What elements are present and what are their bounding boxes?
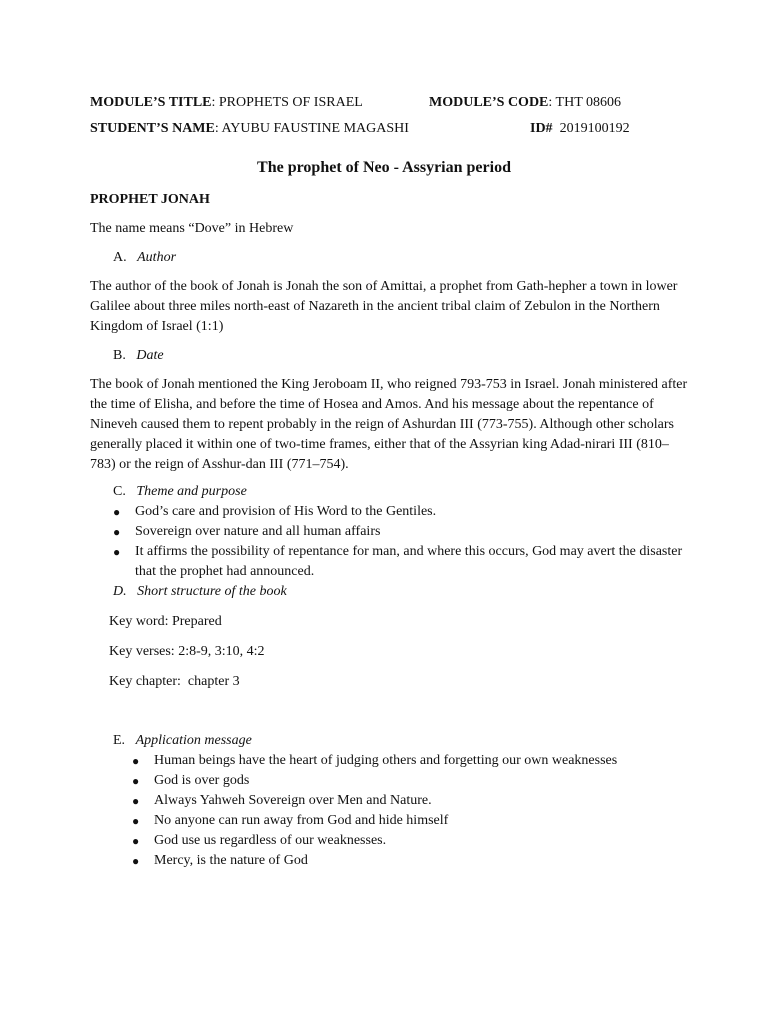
section-theme-heading: [113, 482, 247, 502]
section-author-heading: [113, 248, 176, 268]
bullet-icon: ●: [113, 525, 121, 539]
list-item: ● Sovereign over nature and all human affairs: [113, 522, 683, 542]
list-item: ● God use us regardless of our weaknesses.: [132, 831, 692, 851]
section-title: Application message: [135, 733, 252, 748]
list-item: ● Always Yahweh Sovereign over Men and Nature.: [132, 791, 692, 811]
list-item: ● God’s care and provision of His Word to the Gentiles.: [113, 502, 683, 522]
bullet-icon: ●: [132, 854, 140, 868]
section-marker: B.: [113, 348, 126, 363]
application-bullet-list: [132, 751, 692, 871]
section-application-heading: [113, 731, 252, 751]
bullet-icon: ●: [113, 545, 121, 559]
student-name-value: : AYUBU FAUSTINE MAGASHI: [214, 121, 409, 136]
list-item: ● It affirms the possibility of repentance for man, and where this occurs, God may avert the disaster that the prophet had announced.: [113, 544, 683, 579]
list-item: ● Human beings have the heart of judging others and forgetting our own weaknesses: [132, 751, 692, 771]
key-verses: Key verses: 2:8-9, 3:10, 4:2: [109, 644, 265, 659]
module-code-label: MODULE’S CODE: [429, 95, 549, 110]
section-date-heading: [113, 346, 164, 366]
section-title: Author: [137, 250, 177, 265]
id-label: ID#: [530, 121, 553, 136]
module-code-line: [429, 93, 621, 113]
author-paragraph: The author of the book of Jonah is Jonah the son of Amittai, a prophet from Gath-hepher a town in lower Galilee about three miles north-east of Nazareth in the ancient tribal claim of Zebulon in the Northern Kingdom of Israel (1:1): [90, 279, 678, 334]
prophet-heading: PROPHET JONAH: [90, 192, 210, 207]
list-item: ● No anyone can run away from God and hide himself: [132, 811, 692, 831]
student-name-label: STUDENT’S NAME: [90, 121, 215, 136]
student-id-line: [530, 119, 630, 139]
section-title: Short structure of the book: [137, 584, 287, 599]
key-word: Key word: Prepared: [109, 614, 222, 629]
list-item: ● Mercy, is the nature of God: [132, 851, 692, 871]
bullet-icon: ●: [132, 754, 140, 768]
section-structure-heading: [113, 582, 287, 602]
section-marker: A.: [113, 250, 127, 265]
name-meaning: The name means “Dove” in Hebrew: [90, 221, 294, 236]
student-name-line: [90, 119, 409, 139]
bullet-icon: ●: [132, 814, 140, 828]
bullet-icon: ●: [132, 774, 140, 788]
list-item: ● God is over gods: [132, 771, 692, 791]
date-paragraph: The book of Jonah mentioned the King Jeroboam II, who reigned 793-753 in Israel. Jonah ministered after the time of Elisha, and before the time of Hosea and Amos. And his message about the repentance of Nineveh caused them to repent probably in the reign of Ashurdan III (773-755). Although other scholars generally placed it within one of two-time frames, either that of the Assyrian king Adad-nirari III (810–783) or the reign of Asshur-dan III (771–754).: [90, 377, 688, 472]
section-title: Theme and purpose: [136, 484, 247, 499]
section-marker: D.: [113, 584, 127, 599]
theme-bullet-list: [113, 502, 683, 582]
bullet-icon: ●: [132, 834, 140, 848]
section-marker: E.: [113, 733, 126, 748]
bullet-icon: ●: [113, 505, 121, 519]
section-title: Date: [136, 348, 164, 363]
module-code-value: : THT 08606: [548, 95, 622, 110]
module-title-line: [90, 93, 363, 113]
id-value: 2019100192: [559, 121, 630, 136]
document-title: The prophet of Neo - Assyrian period: [257, 159, 511, 176]
section-marker: C.: [113, 484, 126, 499]
bullet-icon: ●: [132, 794, 140, 808]
module-title-label: MODULE’S TITLE: [90, 95, 212, 110]
key-chapter: Key chapter: chapter 3: [109, 674, 240, 689]
module-title-value: : PROPHETS OF ISRAEL: [211, 95, 363, 110]
